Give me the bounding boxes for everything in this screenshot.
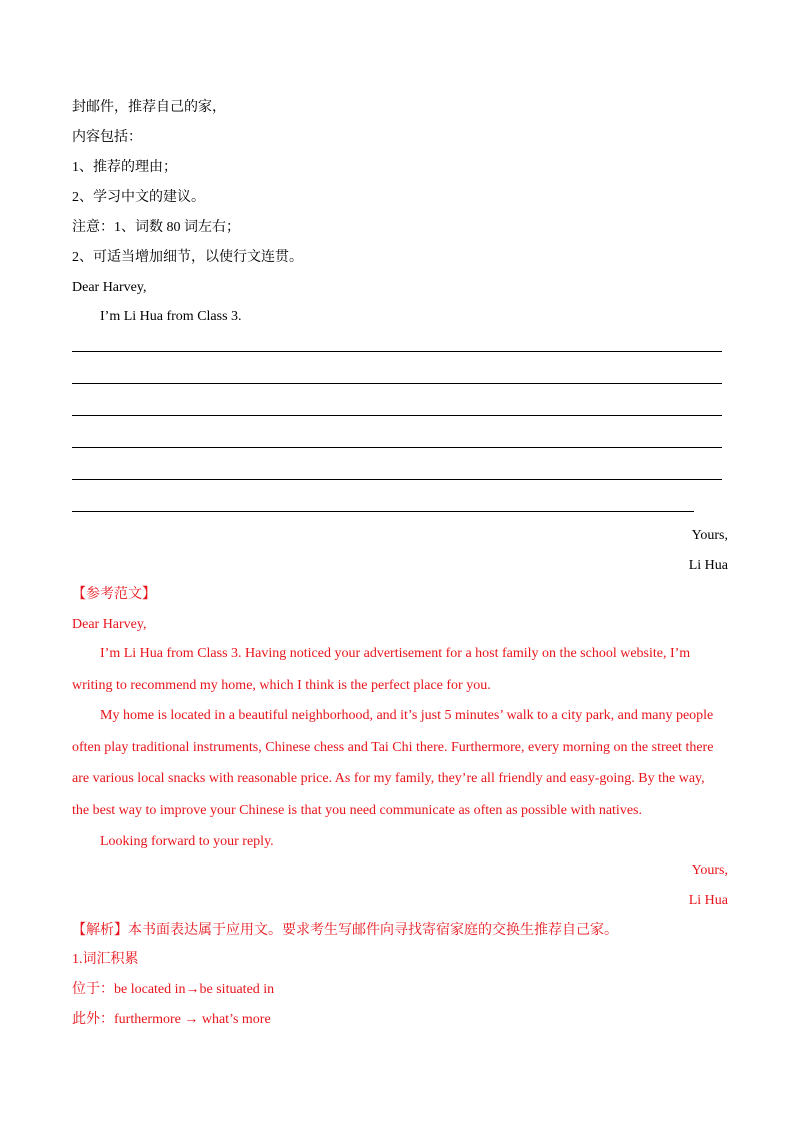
sample-salutation: Dear Harvey, bbox=[72, 617, 147, 632]
letter-salutation: Dear Harvey, bbox=[72, 280, 147, 295]
task-point: 1、推荐的理由； bbox=[72, 160, 177, 175]
sample-text-line: are various local snacks with reasonable price. As for my family, they’re all friendly and easy-going. By the way, bbox=[72, 771, 705, 786]
answer-line bbox=[72, 415, 722, 416]
vocab-item: 此外：furthermore → what’s more bbox=[72, 1012, 271, 1027]
sample-text-line: writing to recommend my home, which I think is the perfect place for you. bbox=[72, 678, 491, 693]
answer-line bbox=[72, 447, 722, 448]
sample-text-line: I’m Li Hua from Class 3. Having noticed your advertisement for a host family on the school website, I’m bbox=[100, 646, 691, 661]
vocab-title: 1.词汇积累 bbox=[72, 952, 139, 967]
sample-text-line: My home is located in a beautiful neighborhood, and it’s just 5 minutes’ walk to a city park, and many people bbox=[100, 708, 714, 723]
sample-heading: 【参考范文】 bbox=[72, 587, 156, 602]
sample-signature: Li Hua bbox=[688, 893, 728, 908]
answer-line bbox=[72, 351, 722, 352]
task-note: 注意：1、词数 80 词左右； bbox=[72, 220, 240, 235]
sample-text-line: Looking forward to your reply. bbox=[100, 834, 274, 849]
letter-signature: Li Hua bbox=[688, 558, 728, 573]
answer-line bbox=[72, 511, 694, 512]
vocab-item: 位于：be located in→be situated in bbox=[72, 982, 275, 997]
task-point: 2、学习中文的建议。 bbox=[72, 190, 205, 205]
letter-closing: Yours, bbox=[691, 528, 728, 543]
sample-closing: Yours, bbox=[691, 863, 728, 878]
sample-text-line: the best way to improve your Chinese is that you need communicate as often as possible with natives. bbox=[72, 803, 642, 818]
task-intro: 封邮件，推荐自己的家， bbox=[72, 100, 226, 115]
letter-opening: I’m Li Hua from Class 3. bbox=[100, 309, 242, 324]
task-note: 2、可适当增加细节，以使行文连贯。 bbox=[72, 250, 303, 265]
sample-text-line: often play traditional instruments, Chinese chess and Tai Chi there. Furthermore, every morning on the street there bbox=[72, 740, 714, 755]
answer-line bbox=[72, 479, 722, 480]
analysis-heading: 【解析】本书面表达属于应用文。要求考生写邮件向寻找寄宿家庭的交换生推荐自己家。 bbox=[72, 923, 618, 938]
task-content-heading: 内容包括： bbox=[72, 130, 142, 145]
answer-line bbox=[72, 383, 722, 384]
